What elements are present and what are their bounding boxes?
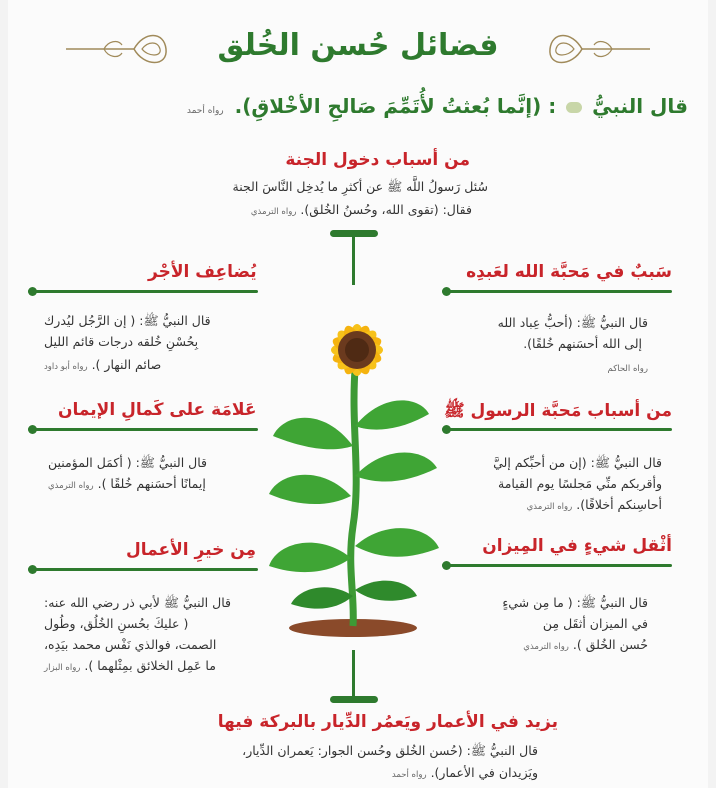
right1-line-1: قال النبيُّ ﷺ: (أحبُّ عِباد الله [497,315,648,330]
bottom-source: رواه أحمد [391,770,427,780]
left2-line-2-text: إيمانًا أحسَنهم خُلقًا ). [97,476,206,491]
right2-source: رواه الترمذي [526,502,573,512]
bottom-line-2 [392,762,538,786]
right3-line-2: في الميزان أثقَل مِن [542,616,648,631]
top-line-2-text: فقال: (تقوى الله، وحُسنُ الخُلق). [300,202,472,217]
right2-line-1: قال النبيُّ ﷺ: (إن من أحبِّكم إليَّ [493,455,662,470]
right1-source: رواه الحاكم [607,364,648,374]
left1-rule [28,290,258,293]
left1-source: رواه أبو داود [44,362,88,372]
left3-line-1: قال النبيُّ ﷺ لأبي ذر رضي الله عنه: [44,595,231,610]
main-hadith-source: رواه أحمد [186,106,224,116]
left3-heading: مِن خيرِ الأعمال [126,540,257,560]
left3-source: رواه البزار [44,663,81,673]
bottom-heading: يزيد في الأعمار ويَعمُر الدِّيار بالبركة فيها [217,712,558,732]
left2-rule [28,428,258,431]
left2-line-2 [48,473,206,497]
right3-line-3 [523,634,648,658]
right3-line-3-text: حُسن الخُلق ). [572,637,648,652]
left3-line-2: ( عليكَ بحُسنِ الخُلُق، وطُول [44,616,189,631]
right2-rule [442,428,672,431]
main-hadith-prefix: قال النبيُّ [592,94,688,118]
bottom-line-2-text: ويَزيدان في الأعمار). [430,765,538,780]
top-connector [352,237,355,285]
top-connector-cap [330,230,378,237]
right1-line-2: إلى الله أحسَنهم خُلقًا). [523,336,642,351]
right2-line-3-text: أحاسِنكم أخلاقًا). [576,497,662,512]
right1-heading: سَببٌ في مَحبَّة الله لعَبدِه [466,262,672,282]
left3-line-3: الصمت، فوالذي نَفْس محمد بيَدِه، [44,637,217,652]
right1-rule [442,290,672,293]
right3-line-1: قال النبيُّ ﷺ: ( ما مِن شيءٍ [502,595,648,610]
right2-line-2: وأقربكم منِّي مَجلسًا يوم القيامة [498,476,662,491]
left1-heading: يُضاعِف الأجْر [148,262,257,282]
left3-rule [28,568,258,571]
left2-source: رواه الترمذي [48,481,94,491]
left1-line-3-text: صائم النهار ). [91,357,162,372]
saw-honorific-icon [566,102,582,113]
bottom-connector-cap [330,696,378,703]
sunflower-icon [243,296,463,646]
left2-line-1: قال النبيُّ ﷺ: ( أكمَل المؤمنين [48,455,208,470]
bottom-line-1: قال النبيُّ ﷺ: (حُسن الخُلق وحُسن الجوار: يَعمران الدِّيار، [242,743,538,758]
main-hadith [28,94,688,118]
page-title: فضائل حُسن الخُلق [217,28,499,63]
left2-heading: عَلامَة على كَمالِ الإيمان [58,400,257,420]
right2-heading: من أسباب مَحبَّة الرسول ﷺ [444,401,672,421]
left1-line-1: قال النبيُّ ﷺ: ( إن الرَّجُل ليُدرك [44,313,211,328]
right3-rule [442,564,672,567]
right3-heading: أثْقل شيءٍ في المِيزان [482,536,672,556]
left3-line-4 [44,655,216,679]
right3-source: رواه الترمذي [523,642,569,652]
left1-line-2: بِحُسْنِ خُلقه درجات قائم الليل [44,334,199,349]
bottom-connector [352,650,355,696]
top-line-1: سُئل رَسولُ اللَّه ﷺ عن أكثرِ ما يُدخِل النَّاسَ الجنة [232,179,488,194]
right2-line-3 [527,494,662,518]
main-hadith-text: : (إنَّما بُعثتُ لأُتَمِّمَ صَالحِ الأخْلاقِ). [234,94,557,118]
top-heading: من أسباب دخول الجنة [285,150,470,170]
top-source: رواه الترمذي [250,207,297,217]
top-line-2 [251,199,472,223]
infographic-page [8,0,708,788]
left3-line-4-text: ما عَمِل الخلائق بمِثْلهما ). [84,658,216,673]
left1-line-3 [44,354,161,378]
